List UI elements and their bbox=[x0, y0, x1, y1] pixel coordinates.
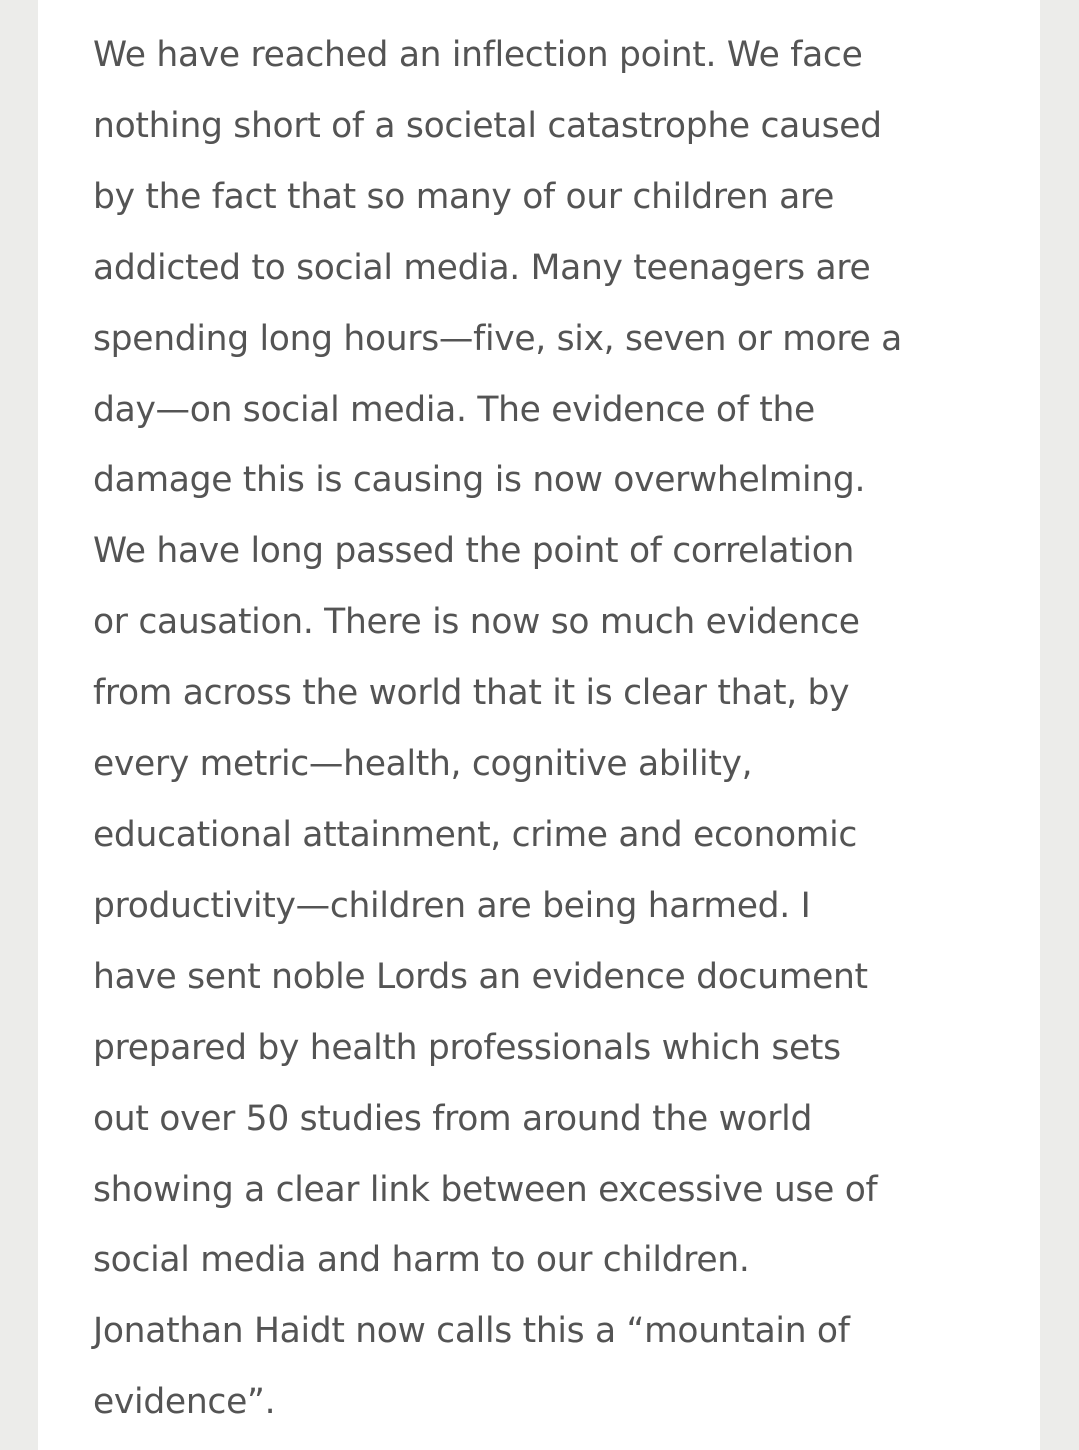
text-line: by the fact that so many of our children are bbox=[93, 176, 835, 217]
text-line: nothing short of a societal catastrophe caused bbox=[93, 105, 882, 146]
text-line: spending long hours—five, six, seven or more a bbox=[93, 318, 902, 359]
article-paragraph bbox=[93, 20, 998, 1438]
text-line: showing a clear link between excessive use of bbox=[93, 1169, 878, 1210]
text-line: evidence”. bbox=[93, 1382, 276, 1423]
text-line: productivity—children are being harmed. I bbox=[93, 885, 811, 926]
text-line: day—on social media. The evidence of the bbox=[93, 389, 815, 430]
text-line: We have reached an inflection point. We face bbox=[93, 35, 863, 75]
text-line: Jonathan Haidt now calls this a “mountain of bbox=[93, 1311, 850, 1352]
text-line: educational attainment, crime and economic bbox=[93, 814, 858, 855]
text-line: social media and harm to our children. bbox=[93, 1240, 750, 1281]
text-line: prepared by health professionals which sets bbox=[93, 1027, 841, 1068]
text-line: out over 50 studies from around the world bbox=[93, 1098, 813, 1139]
text-line: or causation. There is now so much evidence bbox=[93, 602, 860, 643]
document-page bbox=[38, 0, 1040, 1450]
text-line: have sent noble Lords an evidence document bbox=[93, 956, 868, 997]
text-line: addicted to social media. Many teenagers are bbox=[93, 247, 871, 288]
text-line: We have long passed the point of correlation bbox=[93, 531, 855, 572]
text-line: damage this is causing is now overwhelming. bbox=[93, 460, 866, 501]
text-line: every metric—health, cognitive ability, bbox=[93, 744, 753, 785]
text-line: from across the world that it is clear that, by bbox=[93, 673, 850, 714]
